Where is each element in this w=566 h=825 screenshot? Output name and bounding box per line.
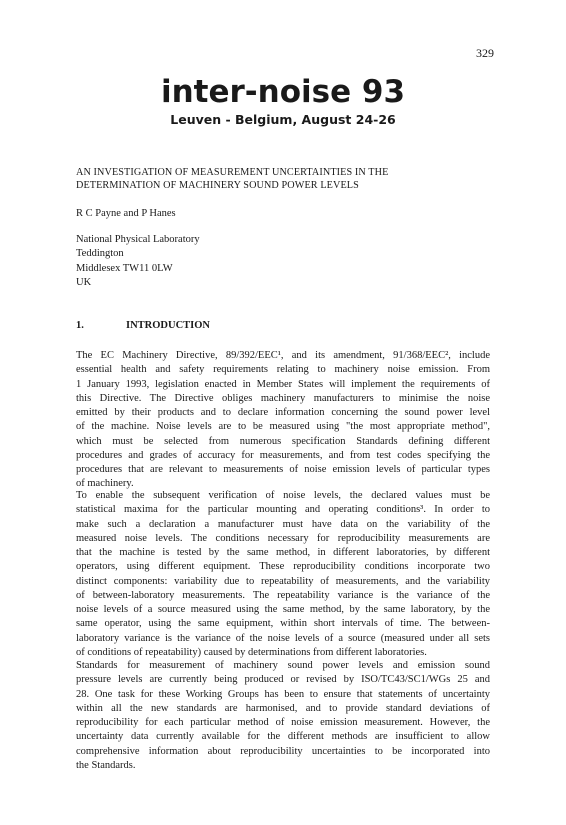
page-number: 329 [476,46,494,60]
paragraph-3 [76,659,490,773]
text-line: pressure levels are currently being produced or revised by ISO/TC43/SC1/WGs 25 and [76,674,490,686]
text-line: Standards for measurement of machinery sound power levels and emission sound [76,660,490,671]
conference-subtitle: Leuven - Belgium, August 24-26 [170,112,396,127]
section-heading [76,320,210,331]
text-line: reproducibility for each particular method of noise emission measurement. However, the [76,717,490,728]
text-line: statistical maxima for the particular mounting and operating conditions³. In order to [76,504,490,516]
text-line: make such a declaration a manufacturer must have data on the variability of the [76,518,490,530]
text-line: essential health and safety requirements relating to machinery noise emission. From [76,364,490,376]
text-line: 1 January 1993, legislation enacted in Member States will implement the requirements of [76,378,490,390]
affiliation-line: UK [76,276,92,288]
paper-title [76,166,516,192]
conference-title: inter-noise 93 [160,74,406,110]
affiliation-line: Middlesex TW11 0LW [76,262,173,274]
text-line: noise levels of a source measured using the same method, by the same laboratory, by the [76,604,490,615]
text-line: of between-laboratory measurements. The repeatability variance is the variance of the [76,589,490,601]
text-line: laboratory variance is the variance of the noise levels of a source (measured under all sets [76,632,490,644]
text-line: this Directive. The Directive obliges machinery manufacturers to minimise the noise [76,392,490,404]
paper-title-line: DETERMINATION OF MACHINERY SOUND POWER LEVELS [76,180,359,191]
affiliation-line: Teddington [76,248,124,260]
affiliation [76,233,200,290]
text-line: To enable the subsequent verification of noise levels, the declared values must be [76,490,490,501]
text-line: comprehensive information about reproducibility uncertainties to be incorporated into [76,745,490,757]
text-line: within all the new standards are harmonised, and to provide standard deviations of [76,702,490,714]
affiliation-line: National Physical Laboratory [76,234,200,245]
paragraph-2 [76,489,490,660]
text-line: 28. One task for these Working Groups has been to ensure that statements of uncertainty [76,688,490,700]
text-line: same operator, using the same equipment, within short intervals of time. The between- [76,618,490,630]
section-title: INTRODUCTION [126,320,211,331]
text-line: uncertainty data currently available for the different methods are insufficient to allow [76,731,490,743]
text-line: that the machine is tested by the same method, in different laboratories, by different [76,547,490,558]
text-line: of conditions of repeatability) caused by determinations from different laboratories. [76,646,427,658]
section-number: 1. [76,320,84,331]
text-line: measured noise levels. The conditions necessary for reproducibility measurements are [76,532,490,544]
paper-title-line: AN INVESTIGATION OF MEASUREMENT UNCERTAINTIES IN THE [76,167,389,178]
text-line: the Standards. [76,759,136,771]
text-line: procedures and grades of accuracy for measurements, and from test codes specifying the [76,449,490,461]
text-line: of the machine. Noise levels are to be measured using "the most appropriate method", [76,421,490,433]
text-line: operators, using different equipment. These reproducibility conditions incorporate two [76,561,490,573]
text-line: The EC Machinery Directive, 89/392/EEC¹, and its amendment, 91/368/EEC², include [76,350,490,361]
paragraph-1 [76,349,490,492]
text-line: distinct components: variability due to repeatability of measurements, and the variability [76,575,490,587]
text-line: procedures that are relevant to measurements of noise emission levels of particular types [76,464,490,475]
text-line: which must be selected from numerous specification Standards defining different [76,435,490,447]
text-line: emitted by their products and to declare information concerning the sound power level [76,407,490,418]
text-line: of machinery. [76,478,134,490]
authors: R C Payne and P Hanes [76,208,176,219]
